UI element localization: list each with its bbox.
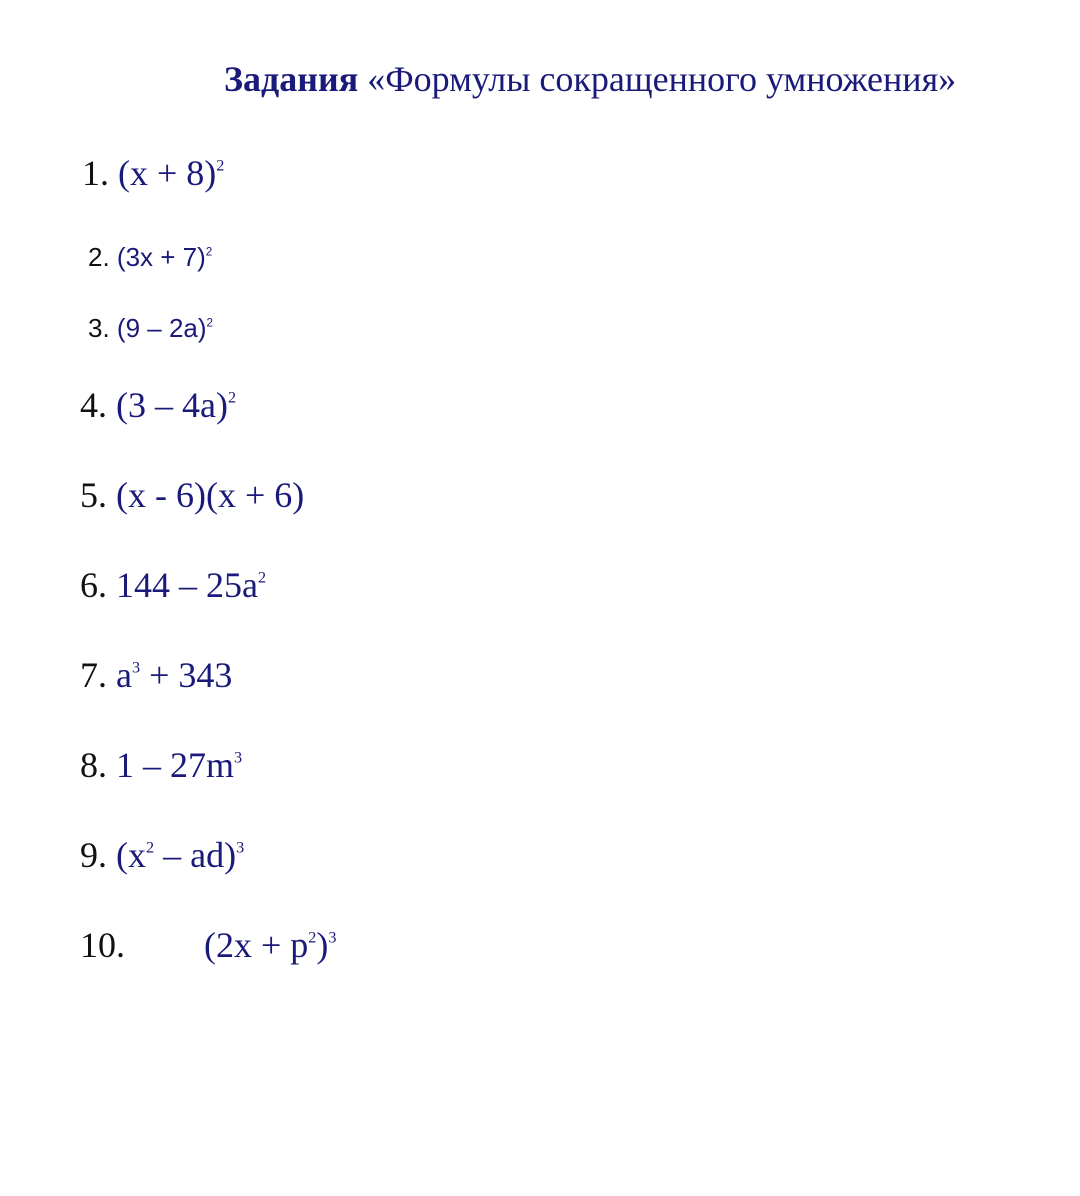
task-item-1	[82, 152, 224, 195]
task-number: 2.	[88, 242, 110, 272]
task-item-9	[80, 834, 244, 877]
task-number: 8.	[80, 745, 107, 785]
task-number: 4.	[80, 385, 107, 425]
task-item-10	[80, 924, 336, 967]
task-item-2	[88, 242, 212, 273]
task-expression: (x - 6)(x + 6)	[116, 475, 305, 515]
task-number: 6.	[80, 565, 107, 605]
task-number: 1.	[82, 153, 109, 193]
task-expression: $1 - 27m^3$	[116, 745, 243, 785]
task-expression: (9 – 2a)$^2$	[116, 313, 214, 343]
task-number: 10.	[80, 925, 125, 965]
task-expression: $(2x + p^2)^3$	[204, 925, 337, 965]
task-item-4	[80, 384, 236, 427]
task-expression: (3 – 4a)$^2$	[116, 385, 237, 425]
task-expression: $144 - 25a^2$	[116, 565, 267, 605]
task-number: 3.	[88, 313, 110, 343]
title-bold-part: Задания	[224, 59, 359, 99]
task-expression: $(x + 8)^2$	[118, 153, 225, 193]
task-item-7	[80, 654, 232, 697]
task-expression: $(x^2 - ad)^3$	[116, 835, 245, 875]
task-item-5	[80, 474, 304, 517]
task-number: 9.	[80, 835, 107, 875]
task-expression: $(3x + 7)^2$	[116, 242, 213, 272]
task-item-3	[88, 313, 213, 344]
task-number: 7.	[80, 655, 107, 695]
title-rest-part: «Формулы сокращенного умножения»	[358, 59, 957, 99]
task-item-8	[80, 744, 242, 787]
task-expression: $a^3 + 343$	[116, 655, 233, 695]
task-item-6	[80, 564, 266, 607]
page-title	[224, 58, 956, 101]
task-number: 5.	[80, 475, 107, 515]
